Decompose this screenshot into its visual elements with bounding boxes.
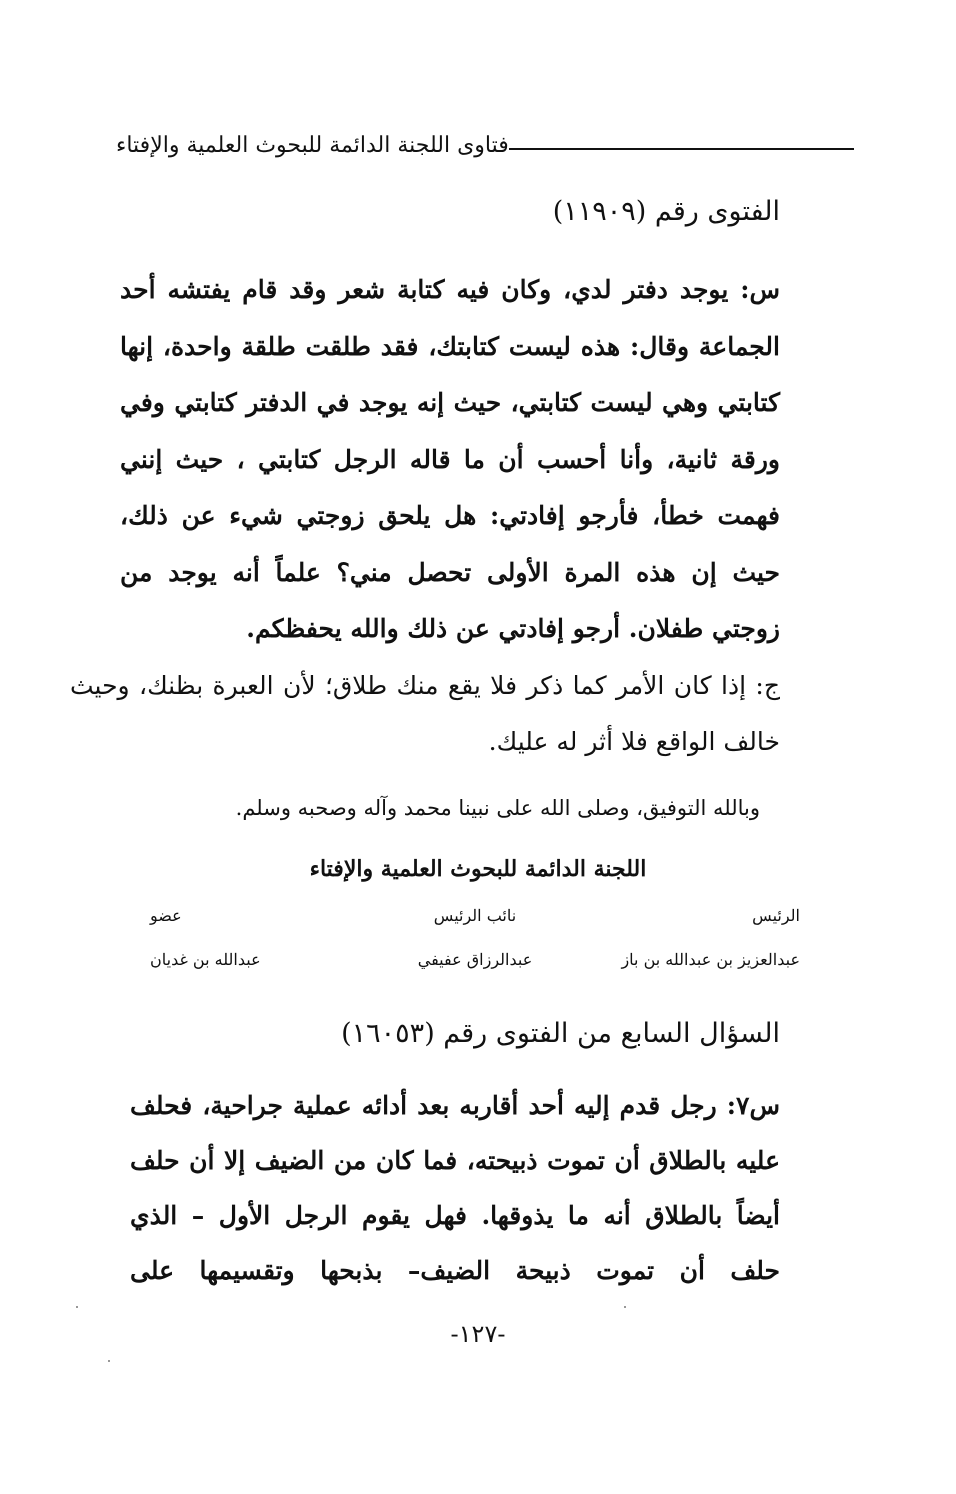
page-number: -١٢٧- — [450, 1320, 506, 1348]
signatory-names — [150, 950, 800, 969]
scan-speck — [108, 1360, 110, 1362]
signatory-title-president: الرئيس — [752, 906, 800, 925]
header-rule — [509, 148, 854, 150]
signatory-title-member: عضو — [150, 906, 182, 925]
answer-text: ج: إذا كان الأمر كما ذكر فلا يقع منك طلاق؛ لأن العبرة بظنك، وحيث خالف الواقع فلا أثر له عليك. — [70, 671, 780, 756]
question-text: س: يوجد دفتر لدي، وكان فيه كتابة شعر وقد قام يفتشه أحد الجماعة وقال: هذه ليست كتابتك، فقد طلقت طلقة واحدة، إنها كتابتي وهي ليست كتابتي، حيث إنه يوجد في الدفتر كتابتي وفي ورقة ثانية، وأنا أحسب أن ما قاله الرجل كتابتي ، حيث إنني فهمت خطأ، فأرجو إفادتي: هل يلحق زوجتي شيء عن ذلك، حيث إن هذه المرة الأولى تحصل مني؟ علماً أنه يوجد من زوجتي طفلان. أرجو إفادتي عن ذلك والله يحفظكم. — [120, 275, 780, 643]
running-header-title: فتاوى اللجنة الدائمة للبحوث العلمية والإفتاء — [116, 132, 509, 158]
signatory-title-vice-president: نائب الرئيس — [433, 906, 517, 925]
scan-speck — [76, 1306, 78, 1308]
signatory-titles — [150, 906, 800, 925]
signatory-name-president: عبدالعزيز بن عبدالله بن باز — [621, 950, 800, 969]
signatory-name-vice-president: عبدالرزاق عفيفي — [417, 950, 533, 969]
closing-line: وبالله التوفيق، وصلى الله على نبينا محمد وآله وصحبه وسلم. — [235, 796, 760, 820]
next-question-text: س٧: رجل قدم إليه أحد أقاربه بعد أدائه عملية جراحية، فحلف عليه بالطلاق أن تموت ذبيحته، فما كان من الضيف إلا أن حلف أيضاً بالطلاق أنه ما يذوقها. فهل يقوم الرجل الأول – الذي حلف أن تموت ذبيحة الضيف– بذبحها وتقسيمها على — [130, 1091, 780, 1285]
fatwa-number-heading: الفتوى رقم (١١٩٠٩) — [552, 196, 780, 227]
signatory-name-member: عبدالله بن غديان — [150, 950, 261, 969]
running-header — [116, 128, 866, 162]
committee-name: اللجنة الدائمة للبحوث العلمية والإفتاء — [309, 856, 647, 882]
next-question-heading: السؤال السابع من الفتوى رقم (١٦٠٥٣) — [341, 1018, 780, 1049]
scan-speck — [624, 1306, 626, 1308]
